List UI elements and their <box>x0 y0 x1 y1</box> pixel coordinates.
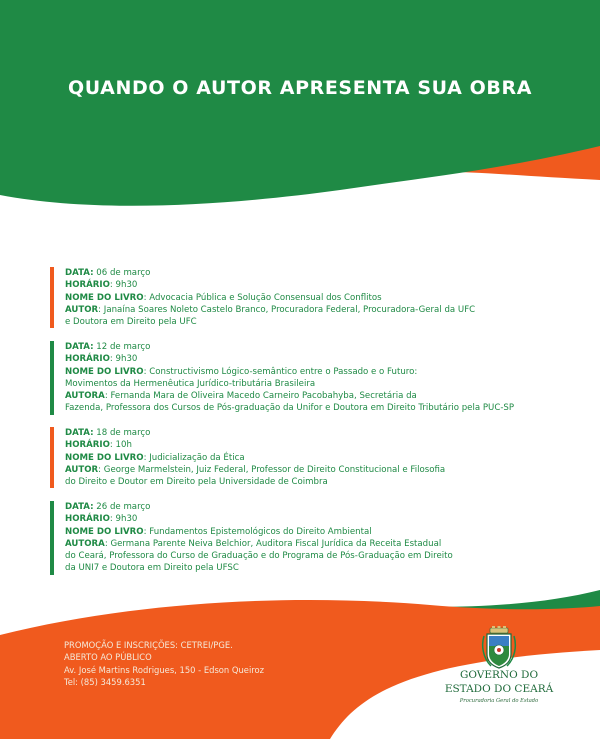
book-label: NOME DO LIVRO <box>65 366 144 377</box>
event-card: DATA: 18 de março HORÁRIO: 10h NOME DO LIVRO: Judicialização da Ética AUTOR: George Marmelstein, Juiz Federal, Professor de Direito Constitucional e Filosofia do Direito e Doutor em Direito pela Universidade de Coimbra <box>50 427 550 488</box>
book-label: NOME DO LIVRO <box>65 452 144 463</box>
event-date: 18 de março <box>96 428 151 438</box>
event-book-cont: Movimentos da Hermenêutica Jurídico-tributária Brasileira <box>65 378 316 389</box>
logo-text-procuradoria: Procuradoria Geral do Estado <box>459 698 539 704</box>
top-green-band <box>0 0 600 206</box>
event-time: 10h <box>115 440 132 451</box>
event-author: Germana Parente Neiva Belchior, Auditora Fiscal Jurídica da Receita Estadual <box>110 538 442 549</box>
event-time: 9h30 <box>115 280 138 291</box>
book-label: NOME DO LIVRO <box>65 526 144 537</box>
event-book: Judicialização da Ética <box>149 452 245 463</box>
event-author-cont: do Direito e Doutor em Direito pela Universidade de Coimbra <box>65 477 328 488</box>
time-label: HORÁRIO <box>65 440 110 451</box>
footer-info <box>64 639 264 689</box>
logo-text-governo: GOVERNO DO <box>459 669 539 681</box>
date-label: DATA: <box>65 268 94 278</box>
time-label: HORÁRIO <box>65 280 110 291</box>
footer-line-address: Av. José Martins Rodrigues, 150 - Edson Queiroz <box>64 664 265 675</box>
date-label: DATA: <box>65 502 94 512</box>
event-author: George Marmelstein, Juiz Federal, Professor de Direito Constitucional e Filosofia <box>103 464 446 475</box>
author-label: AUTOR <box>65 464 99 475</box>
event-author: Janaína Soares Noleto Castelo Branco, Procuradora Federal, Procuradora-Geral da UFC <box>103 304 476 315</box>
time-label: HORÁRIO <box>65 354 110 365</box>
event-card: DATA: 12 de março HORÁRIO: 9h30 NOME DO LIVRO: Constructivismo Lógico-semântico entre o Passado e o Futuro: Movimentos da Hermenêutica Jurídico-tributária Brasileira AUTORA: Fernanda Mara de Oliveira Macedo Carneiro Pacobahyba, Secretária da Fazenda, Professora dos Cursos de Pós-graduação da Unifor e Doutora em Direito Tributário pela PUC-SP <box>50 341 550 415</box>
event-author: Fernanda Mara de Oliveira Macedo Carneiro Pacobahyba, Secretária da <box>110 391 417 402</box>
event-author-cont: e Doutora em Direito pela UFC <box>65 317 197 328</box>
event-time: 9h30 <box>115 354 138 365</box>
time-label: HORÁRIO <box>65 514 110 525</box>
footer-line-promotion: PROMOÇÃO E INSCRIÇÕES: CETREI/PGE. <box>64 640 233 650</box>
event-card: DATA: 26 de março HORÁRIO: 9h30 NOME DO LIVRO: Fundamentos Epistemológicos do Direito Ambiental AUTORA: Germana Parente Neiva Belchior, Auditora Fiscal Jurídica da Receita Estadual do Ceará, Professora do Curso de Graduação e do Programa de Pós-Graduação em Direito da UNI7 e Doutora em Direito pela UFSC <box>50 501 550 575</box>
event-book: Advocacia Pública e Solução Consensual dos Conflitos <box>149 292 382 303</box>
author-label: AUTORA <box>65 538 105 549</box>
event-book: Fundamentos Epistemológicos do Direito Ambiental <box>149 526 372 537</box>
event-book: Constructivismo Lógico-semântico entre o Passado e o Futuro: <box>149 366 418 377</box>
date-label: DATA: <box>65 342 94 352</box>
event-card: DATA: 06 de março HORÁRIO: 9h30 NOME DO LIVRO: Advocacia Pública e Solução Consensual dos Conflitos AUTOR: Janaína Soares Noleto Castelo Branco, Procuradora Federal, Procuradora-Geral da UFC e Doutora em Direito pela UFC <box>50 267 550 328</box>
event-time: 9h30 <box>115 514 138 525</box>
author-label: AUTOR <box>65 304 99 315</box>
page-title: QUANDO O AUTOR APRESENTA SUA OBRA <box>67 77 533 99</box>
footer-line-open: ABERTO AO PÚBLICO <box>64 652 152 663</box>
author-label: AUTORA <box>65 391 105 402</box>
date-label: DATA: <box>65 428 94 438</box>
event-date: 06 de março <box>96 268 151 278</box>
footer-line-phone: Tel: (85) 3459.6351 <box>64 677 146 688</box>
event-author-cont: do Ceará, Professora do Curso de Graduação e do Programa de Pós-Graduação em Direito <box>65 551 453 562</box>
event-date: 12 de março <box>96 342 151 352</box>
logo-text-estado: ESTADO DO CEARÁ <box>444 683 554 695</box>
event-author-cont2: da UNI7 e Doutora em Direito pela UFSC <box>65 563 239 574</box>
event-date: 26 de março <box>96 502 151 512</box>
event-author-cont: Fazenda, Professora dos Cursos de Pós-graduação da Unifor e Doutora em Direito Tributário pela PUC-SP <box>65 403 515 414</box>
book-label: NOME DO LIVRO <box>65 292 144 303</box>
